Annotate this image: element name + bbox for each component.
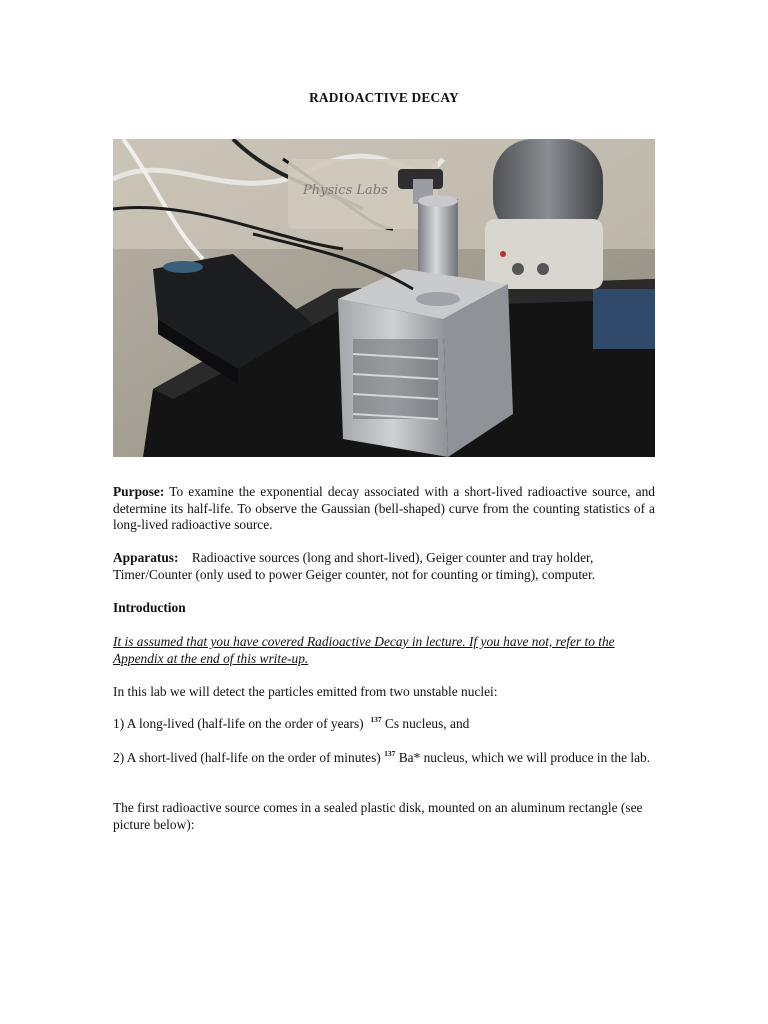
item-2 bbox=[113, 750, 655, 767]
item-2-prefix: 2) A short-lived (half-life on the order of minutes) bbox=[113, 750, 385, 765]
item-2-mass-number: 137 bbox=[384, 749, 396, 758]
item-1-mass-number: 137 bbox=[370, 715, 382, 724]
photo-illustration bbox=[113, 139, 655, 457]
item-2-suffix: Ba* nucleus, which we will produce in the lab. bbox=[395, 750, 651, 765]
geiger-counter-photo bbox=[113, 139, 655, 457]
purpose-paragraph bbox=[113, 484, 655, 534]
item-1-suffix: Cs nucleus, and bbox=[381, 716, 470, 731]
closing-paragraph: The first radioactive source comes in a sealed plastic disk, mounted on an aluminum rectangle (see picture below): bbox=[113, 800, 643, 832]
purpose-label: Purpose: bbox=[113, 484, 165, 499]
photo-box-label: Physics Labs bbox=[303, 183, 388, 198]
apparatus-label: Apparatus: bbox=[113, 550, 179, 565]
introduction-heading: Introduction bbox=[113, 600, 186, 615]
page-title: RADIOACTIVE DECAY bbox=[309, 90, 459, 105]
purpose-text: To examine the exponential decay associated with a short-lived radioactive source, and determine its half-life. To observe the Gaussian (bell-shaped) curve from the counting statistics of a long-lived radioactive source. bbox=[113, 484, 655, 532]
appendix-note: It is assumed that you have covered Radioactive Decay in lecture. If you have not, refer to the Appendix at the end of this write-up. bbox=[113, 634, 615, 666]
intro-line: In this lab we will detect the particles emitted from two unstable nuclei: bbox=[113, 684, 498, 699]
apparatus-paragraph bbox=[113, 550, 655, 583]
apparatus-text: Radioactive sources (long and short-lived), Geiger counter and tray holder, Timer/Counter (only used to power Geiger counter, not for counting or timing), computer. bbox=[113, 550, 597, 582]
item-1-prefix: 1) A long-lived (half-life on the order of years) bbox=[113, 716, 371, 731]
item-1 bbox=[113, 716, 655, 733]
